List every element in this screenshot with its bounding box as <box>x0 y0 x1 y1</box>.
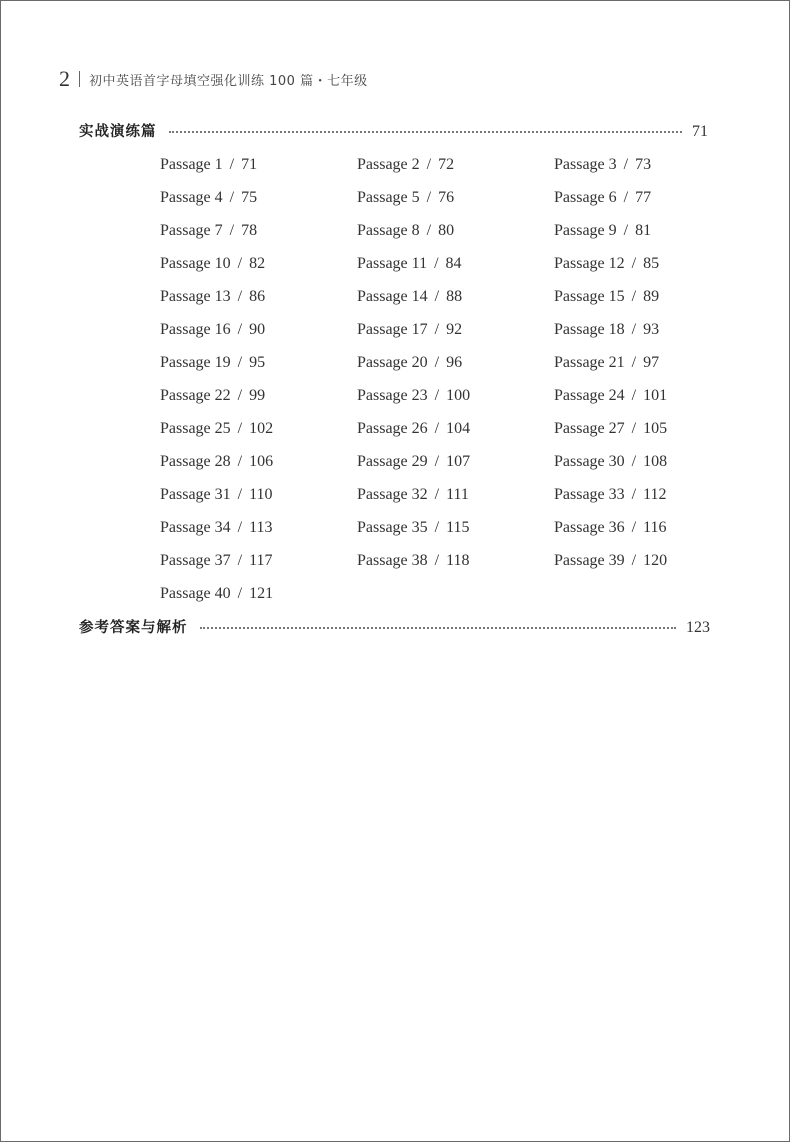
page-separator: / <box>229 156 235 173</box>
header-divider <box>79 71 80 87</box>
passage-label: Passage 38 <box>357 552 428 569</box>
passage-label: Passage 1 <box>160 156 223 173</box>
page-separator: / <box>237 552 243 569</box>
passage-entry[interactable] <box>160 577 357 610</box>
passage-label: Passage 28 <box>160 453 231 470</box>
passage-label: Passage 16 <box>160 321 231 338</box>
passage-entry[interactable] <box>554 412 720 445</box>
passage-page: 73 <box>635 156 652 173</box>
passage-entry[interactable] <box>160 148 357 181</box>
page-separator: / <box>631 255 637 272</box>
passage-page: 121 <box>249 585 274 602</box>
passage-label: Passage 19 <box>160 354 231 371</box>
passage-page: 80 <box>438 222 455 239</box>
passage-page: 96 <box>446 354 463 371</box>
passage-page: 120 <box>643 552 668 569</box>
page-separator: / <box>237 288 243 305</box>
page-separator: / <box>631 519 637 536</box>
page-separator: / <box>631 552 637 569</box>
passage-page: 107 <box>446 453 471 470</box>
page-separator: / <box>237 486 243 503</box>
passage-entry[interactable] <box>554 181 720 214</box>
passage-label: Passage 30 <box>554 453 625 470</box>
passage-label: Passage 23 <box>357 387 428 404</box>
passage-page: 110 <box>249 486 273 503</box>
passage-entry[interactable] <box>160 379 357 412</box>
passage-label: Passage 3 <box>554 156 617 173</box>
passage-label: Passage 31 <box>160 486 231 503</box>
page-separator: / <box>237 255 243 272</box>
passage-entry[interactable] <box>160 313 357 346</box>
page-separator: / <box>434 552 440 569</box>
passage-page: 112 <box>643 486 667 503</box>
page-separator: / <box>237 519 243 536</box>
page-separator: / <box>631 354 637 371</box>
page-separator: / <box>229 222 235 239</box>
passage-label: Passage 10 <box>160 255 231 272</box>
passage-label: Passage 40 <box>160 585 231 602</box>
passage-page: 71 <box>241 156 258 173</box>
passage-label: Passage 29 <box>357 453 428 470</box>
passage-label: Passage 12 <box>554 255 625 272</box>
passage-entry[interactable] <box>554 280 720 313</box>
passage-label: Passage 33 <box>554 486 625 503</box>
passage-entry[interactable] <box>160 280 357 313</box>
passage-entry[interactable] <box>554 247 720 280</box>
passage-entry[interactable] <box>357 346 554 379</box>
page-separator: / <box>631 387 637 404</box>
passage-label: Passage 34 <box>160 519 231 536</box>
passage-page: 88 <box>446 288 463 305</box>
page-separator: / <box>229 189 235 206</box>
passage-page: 76 <box>438 189 455 206</box>
passage-label: Passage 2 <box>357 156 420 173</box>
page-separator: / <box>434 420 440 437</box>
passage-page: 78 <box>241 222 258 239</box>
page-separator: / <box>434 354 440 371</box>
page-separator: / <box>434 255 439 272</box>
page-separator: / <box>237 453 243 470</box>
passage-entry[interactable] <box>554 214 720 247</box>
passage-page: 101 <box>643 387 668 404</box>
passage-label: Passage 8 <box>357 222 420 239</box>
page-separator: / <box>631 486 637 503</box>
passage-entry[interactable] <box>357 148 554 181</box>
page-separator: / <box>434 321 440 338</box>
page-separator: / <box>237 354 243 371</box>
passage-label: Passage 18 <box>554 321 625 338</box>
page-separator: / <box>237 420 243 437</box>
page-separator: / <box>426 156 432 173</box>
passage-page: 108 <box>643 453 668 470</box>
page-separator: / <box>631 321 637 338</box>
passage-page: 84 <box>445 255 462 272</box>
passage-entry[interactable] <box>554 445 720 478</box>
passage-entry[interactable] <box>160 346 357 379</box>
page-separator: / <box>631 453 637 470</box>
passage-entry[interactable] <box>160 478 357 511</box>
passage-label: Passage 7 <box>160 222 223 239</box>
passage-entry[interactable] <box>357 247 554 280</box>
passage-page: 104 <box>446 420 471 437</box>
toc-section-practice[interactable] <box>79 120 708 142</box>
passage-page: 117 <box>249 552 273 569</box>
passage-page: 97 <box>643 354 660 371</box>
page-separator: / <box>434 486 440 503</box>
page-separator: / <box>631 420 637 437</box>
page-separator: / <box>631 288 637 305</box>
passage-page: 92 <box>446 321 463 338</box>
page-separator: / <box>426 222 432 239</box>
passage-entry[interactable] <box>160 247 357 280</box>
passage-label: Passage 20 <box>357 354 428 371</box>
passage-entry[interactable] <box>554 346 720 379</box>
book-title: 初中英语首字母填空强化训练 100 篇・七年级 <box>89 73 368 89</box>
page-separator: / <box>237 585 243 602</box>
toc-section-page: 71 <box>692 123 708 140</box>
passage-entry[interactable] <box>357 544 554 577</box>
passage-entry[interactable] <box>357 181 554 214</box>
passage-entry[interactable] <box>554 313 720 346</box>
passage-page: 72 <box>438 156 455 173</box>
passage-label: Passage 5 <box>357 189 420 206</box>
passage-entry[interactable] <box>160 181 357 214</box>
running-header <box>59 66 368 92</box>
passage-entry[interactable] <box>357 280 554 313</box>
passage-page: 90 <box>249 321 266 338</box>
passage-label: Passage 25 <box>160 420 231 437</box>
passage-page: 93 <box>643 321 660 338</box>
passage-page: 89 <box>643 288 660 305</box>
passage-entry[interactable] <box>160 412 357 445</box>
passage-page: 102 <box>249 420 274 437</box>
passage-list <box>160 148 720 610</box>
passage-label: Passage 15 <box>554 288 625 305</box>
passage-page: 115 <box>446 519 470 536</box>
passage-entry[interactable] <box>160 445 357 478</box>
page-separator: / <box>237 321 243 338</box>
passage-entry[interactable] <box>554 148 720 181</box>
passage-label: Passage 11 <box>357 255 428 272</box>
toc-leader-dots <box>200 627 677 629</box>
page-separator: / <box>623 189 629 206</box>
toc-leader-dots <box>169 131 683 133</box>
passage-page: 95 <box>249 354 266 371</box>
passage-entry[interactable] <box>160 544 357 577</box>
passage-label: Passage 4 <box>160 189 223 206</box>
passage-label: Passage 24 <box>554 387 625 404</box>
passage-label: Passage 9 <box>554 222 617 239</box>
passage-label: Passage 35 <box>357 519 428 536</box>
passage-entry[interactable] <box>554 511 720 544</box>
page-separator: / <box>426 189 432 206</box>
passage-page: 118 <box>446 552 470 569</box>
passage-label: Passage 26 <box>357 420 428 437</box>
page-separator: / <box>237 387 243 404</box>
passage-label: Passage 32 <box>357 486 428 503</box>
passage-page: 85 <box>643 255 660 272</box>
passage-entry[interactable] <box>357 379 554 412</box>
passage-label: Passage 39 <box>554 552 625 569</box>
passage-page: 106 <box>249 453 274 470</box>
passage-entry[interactable] <box>357 313 554 346</box>
passage-label: Passage 21 <box>554 354 625 371</box>
passage-entry[interactable] <box>357 445 554 478</box>
passage-page: 75 <box>241 189 258 206</box>
passage-entry[interactable] <box>357 214 554 247</box>
passage-entry[interactable] <box>554 478 720 511</box>
passage-entry[interactable] <box>554 379 720 412</box>
passage-page: 105 <box>643 420 668 437</box>
passage-label: Passage 13 <box>160 288 231 305</box>
passage-label: Passage 22 <box>160 387 231 404</box>
passage-entry[interactable] <box>357 412 554 445</box>
toc-section-title: 参考答案与解析 <box>79 620 188 636</box>
page-separator: / <box>434 453 440 470</box>
passage-entry[interactable] <box>357 478 554 511</box>
page-separator: / <box>434 288 440 305</box>
page-number: 2 <box>59 66 70 91</box>
passage-label: Passage 37 <box>160 552 231 569</box>
toc-section-answers[interactable] <box>79 616 710 638</box>
passage-entry[interactable] <box>160 214 357 247</box>
passage-page: 77 <box>635 189 652 206</box>
passage-label: Passage 36 <box>554 519 625 536</box>
passage-page: 99 <box>249 387 266 404</box>
passage-entry[interactable] <box>160 511 357 544</box>
passage-label: Passage 27 <box>554 420 625 437</box>
toc-section-title: 实战演练篇 <box>79 124 157 140</box>
page-separator: / <box>623 156 629 173</box>
passage-page: 82 <box>249 255 266 272</box>
passage-page: 100 <box>446 387 471 404</box>
page-separator: / <box>623 222 629 239</box>
passage-page: 86 <box>249 288 266 305</box>
page-separator: / <box>434 387 440 404</box>
passage-entry[interactable] <box>554 544 720 577</box>
passage-page: 113 <box>249 519 273 536</box>
passage-entry[interactable] <box>357 511 554 544</box>
passage-label: Passage 17 <box>357 321 428 338</box>
passage-page: 111 <box>446 486 469 503</box>
page-separator: / <box>434 519 440 536</box>
toc-section-page: 123 <box>686 619 710 636</box>
passage-label: Passage 14 <box>357 288 428 305</box>
passage-page: 81 <box>635 222 652 239</box>
passage-label: Passage 6 <box>554 189 617 206</box>
passage-page: 116 <box>643 519 667 536</box>
